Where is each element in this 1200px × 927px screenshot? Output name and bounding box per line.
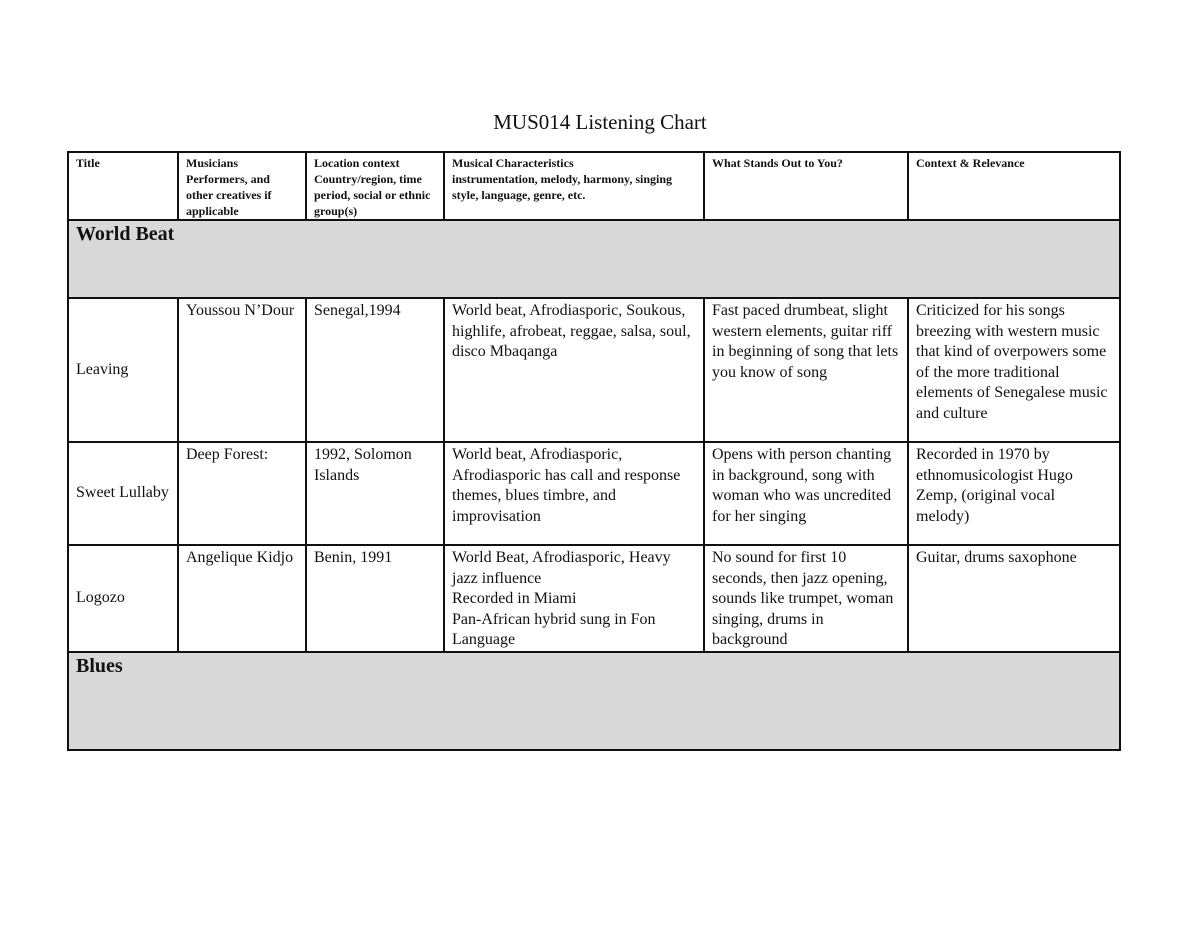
header-stands-out	[704, 152, 908, 220]
section-row-blues	[68, 652, 1120, 750]
cell-musicians: Deep Forest:	[178, 442, 306, 545]
cell-location: Senegal,1994	[306, 298, 444, 442]
header-location	[306, 152, 444, 220]
cell-title: Leaving	[68, 298, 178, 442]
cell-location: Benin, 1991	[306, 545, 444, 652]
header-title	[68, 152, 178, 220]
cell-location: 1992, Solomon Islands	[306, 442, 444, 545]
characteristics-line: Pan-African hybrid sung in Fon Language	[452, 610, 656, 648]
cell-musicians: Angelique Kidjo	[178, 545, 306, 652]
section-row-world-beat	[68, 220, 1120, 298]
section-heading: Blues	[68, 652, 1120, 750]
header-title-label: Title	[76, 156, 100, 170]
page-title: MUS014 Listening Chart	[493, 110, 707, 134]
cell-characteristics	[444, 545, 704, 652]
cell-stands-out: No sound for first 10 seconds, then jazz opening, sounds like trumpet, woman singing, drums in background	[704, 545, 908, 652]
cell-title: Logozo	[68, 545, 178, 652]
listening-chart-table	[67, 151, 1121, 751]
header-characteristics	[444, 152, 704, 220]
header-context-label: Context & Relevance	[916, 156, 1025, 170]
header-musicians	[178, 152, 306, 220]
header-musicians-sub: Performers, and other creatives if applicable	[186, 172, 272, 218]
cell-context: Recorded in 1970 by ethnomusicologist Hugo Zemp, (original vocal melody)	[908, 442, 1120, 545]
section-heading: World Beat	[68, 220, 1120, 298]
characteristics-line: World Beat, Afrodiasporic, Heavy jazz influence	[452, 549, 671, 587]
cell-musicians: Youssou N’Dour	[178, 298, 306, 442]
header-stands-out-label: What Stands Out to You?	[712, 156, 843, 170]
header-location-label: Location context	[314, 156, 400, 170]
table-row	[68, 545, 1120, 652]
table-row	[68, 298, 1120, 442]
header-characteristics-label: Musical Characteristics	[452, 156, 574, 170]
header-context	[908, 152, 1120, 220]
cell-characteristics: World beat, Afrodiasporic, Afrodiasporic has call and response themes, blues timbre, and improvisation	[444, 442, 704, 545]
cell-stands-out: Opens with person chanting in background, song with woman who was uncredited for her singing	[704, 442, 908, 545]
cell-context: Criticized for his songs breezing with western music that kind of overpowers some of the more traditional elements of Senegalese music and culture	[908, 298, 1120, 442]
cell-title: Sweet Lullaby	[68, 442, 178, 545]
table-row	[68, 442, 1120, 545]
cell-stands-out: Fast paced drumbeat, slight western elements, guitar riff in beginning of song that lets you know of song	[704, 298, 908, 442]
cell-characteristics: World beat, Afrodiasporic, Soukous, highlife, afrobeat, reggae, salsa, soul, disco Mbaqanga	[444, 298, 704, 442]
header-musicians-label: Musicians	[186, 156, 239, 170]
header-characteristics-sub: instrumentation, melody, harmony, singing style, language, genre, etc.	[452, 172, 673, 202]
header-location-sub: Country/region, time period, social or ethnic group(s)	[314, 172, 431, 218]
header-row	[68, 152, 1120, 220]
characteristics-line: Recorded in Miami	[452, 590, 577, 607]
cell-context: Guitar, drums saxophone	[908, 545, 1120, 652]
